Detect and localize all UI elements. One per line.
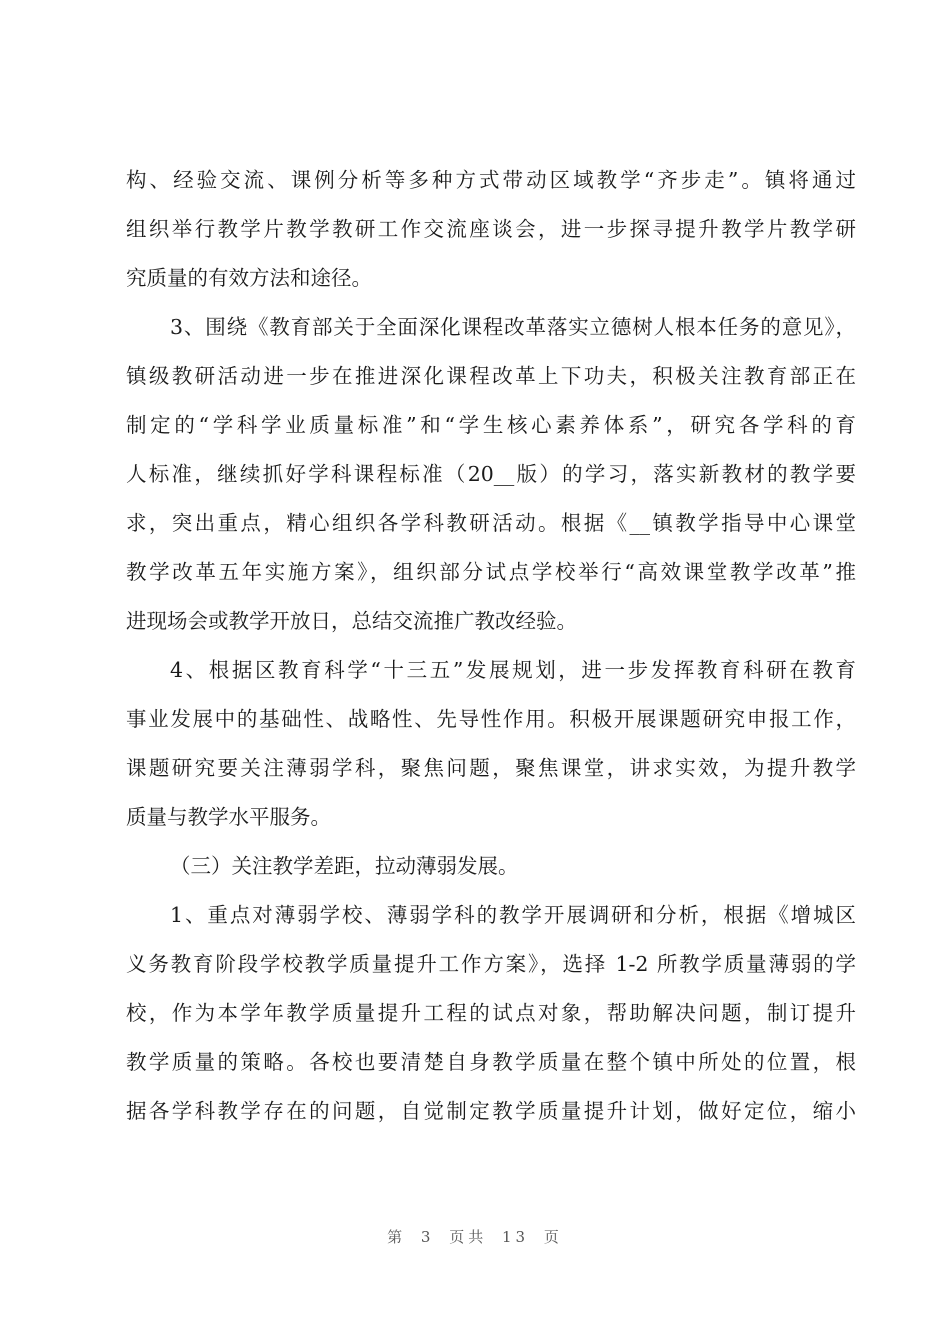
text-line: 组织举行教学片教学教研工作交流座谈会，进一步探寻提升教学片教学研 [126,217,856,241]
text-line: 据各学科教学存在的问题，自觉制定教学质量提升计划，做好定位，缩小 [126,1099,856,1123]
text-line: 1、重点对薄弱学校、薄弱学科的教学开展调研和分析，根据《增城区 [170,903,856,927]
text-line: 制定的“学科学业质量标准”和“学生核心素养体系”，研究各学科的育 [126,413,856,437]
text-line: 课题研究要关注薄弱学科，聚焦问题，聚焦课堂，讲求实效，为提升教学 [126,756,856,780]
text-line: 人标准，继续抓好学科课程标准（20__版）的学习，落实新教材的教学要 [126,462,856,486]
section-heading: （三）关注教学差距，拉动薄弱发展。 [170,854,519,878]
text-line: 求，突出重点，精心组织各学科教研活动。根据《__镇教学指导中心课堂 [126,511,856,535]
text-line: 教学质量的策略。各校也要清楚自身教学质量在整个镇中所处的位置，根 [126,1050,856,1074]
text-line: 进现场会或教学开放日，总结交流推广教改经验。 [126,609,577,633]
text-line: 镇级教研活动进一步在推进深化课程改革上下功夫，积极关注教育部正在 [126,364,856,388]
text-line: 教学改革五年实施方案》，组织部分试点学校举行“高效课堂教学改革”推 [126,560,856,584]
text-line: 事业发展中的基础性、战略性、先导性作用。积极开展课题研究申报工作， [126,707,856,731]
text-line: 义务教育阶段学校教学质量提升工作方案》，选择 1-2 所教学质量薄弱的学 [126,952,856,976]
page-number: 第 3 页共 13 页 [387,1228,563,1246]
text-line: 究质量的有效方法和途径。 [126,266,372,290]
text-line: 校，作为本学年教学质量提升工程的试点对象，帮助解决问题，制订提升 [126,1001,856,1025]
text-line: 4、根据区教育科学“十三五”发展规划，进一步发挥教育科研在教育 [170,658,856,682]
document-body [126,156,856,1136]
text-line: 3、围绕《教育部关于全面深化课程改革落实立德树人根本任务的意见》， [170,315,856,339]
text-line: 构、经验交流、课例分析等多种方式带动区域教学“齐步走”。镇将通过 [126,168,856,192]
text-line: 质量与教学水平服务。 [126,805,331,829]
